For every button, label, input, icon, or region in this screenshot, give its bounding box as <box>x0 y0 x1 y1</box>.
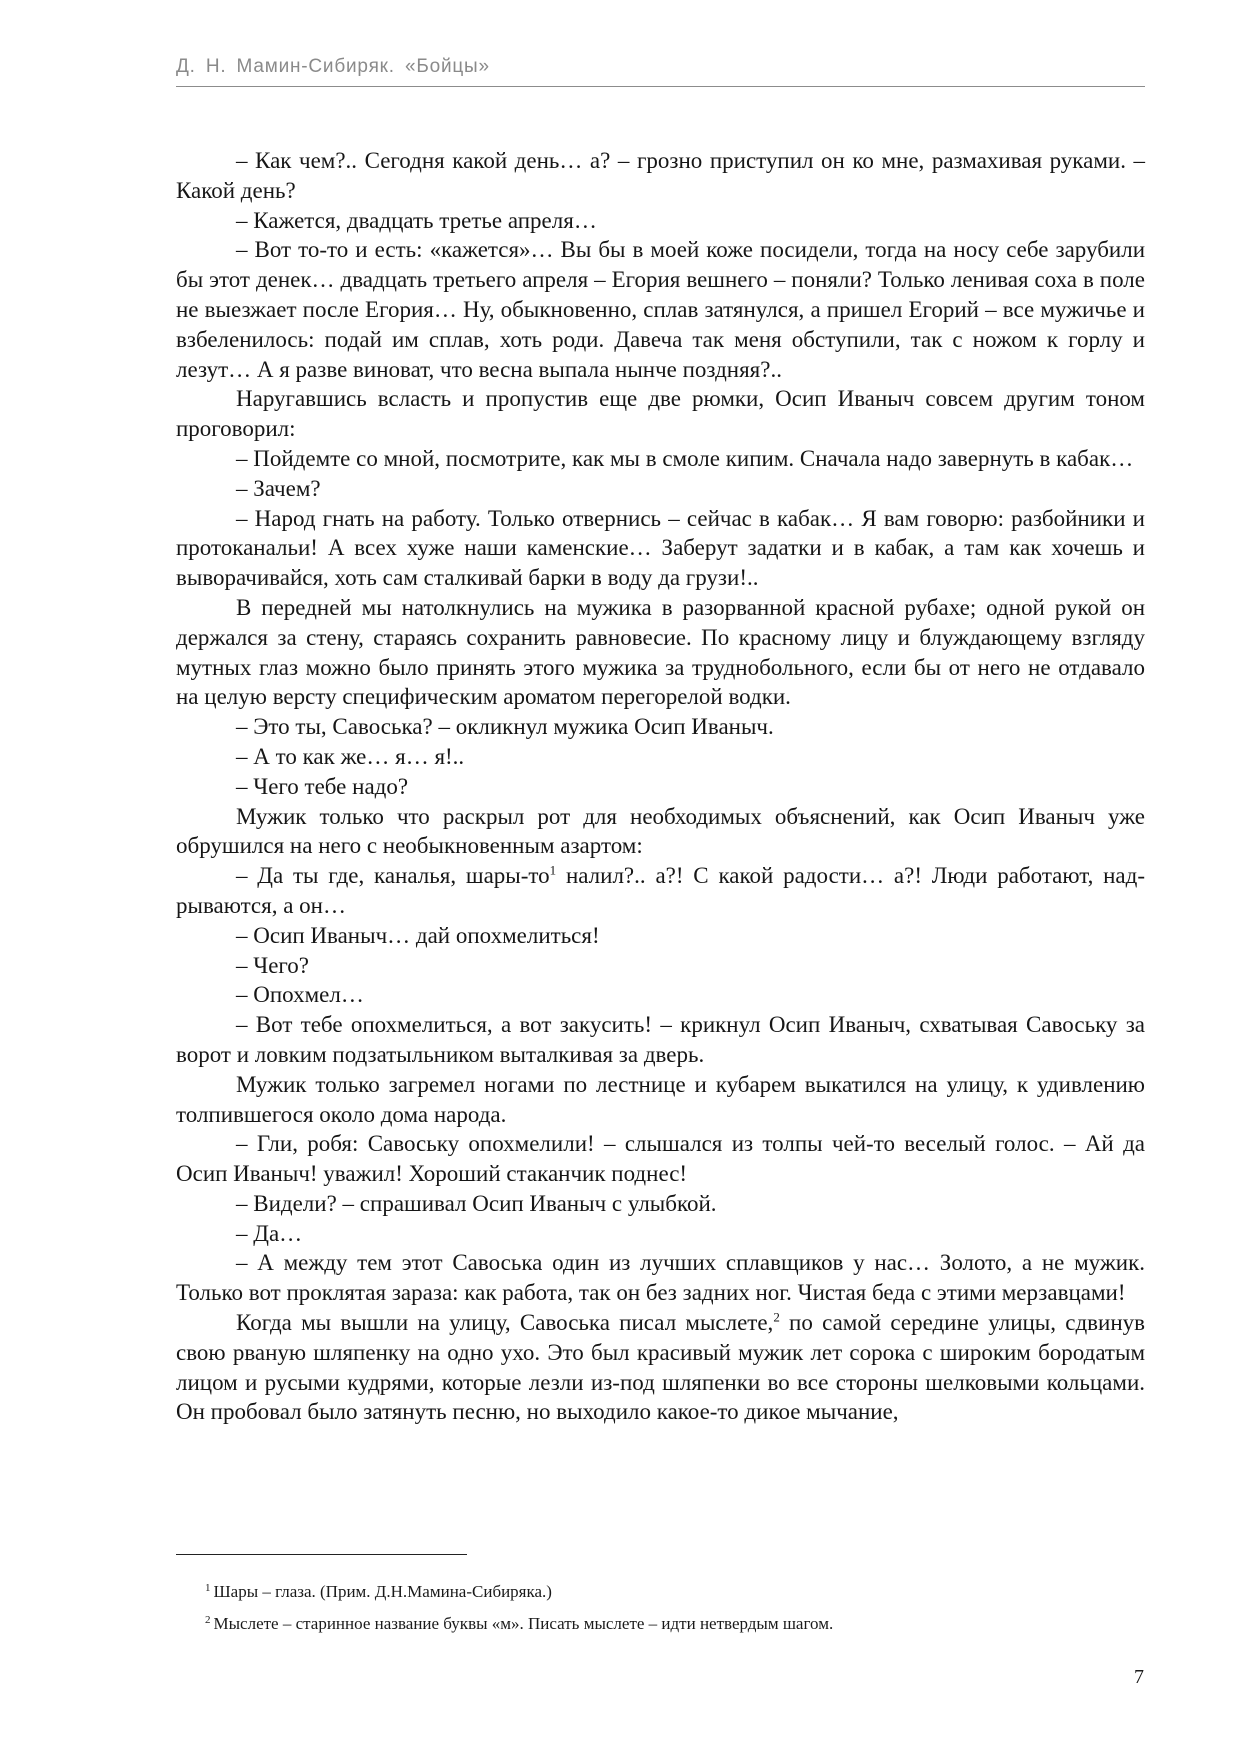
footnote-ref-2[interactable]: 2 <box>773 1309 780 1325</box>
paragraph: – Гли, робя: Савоську опохмелили! – слышался из толпы чей-то веселый голос. – Ай да Осип Иваныч! уважил! Хороший стаканчик поднес! <box>176 1131 1145 1187</box>
paragraph-part: Когда мы вышли на улицу, Савоська писал мыслете, <box>236 1310 774 1336</box>
main-text <box>176 146 1145 1427</box>
paragraph: – Кажется, двадцать третье апреля… <box>236 207 597 233</box>
footnote-number: 1 <box>205 1582 211 1594</box>
paragraph: – А между тем этот Савоська один из лучших сплавщиков у нас… Золото, а не мужик. Только вот проклятая зараза: как работа, так он без задних ног. Чистая беда с этими мерзавцами! <box>176 1250 1145 1306</box>
paragraph: – Как чем?.. Сегодня какой день… а? – грозно приступил он ко мне, размахивая руками. – Какой день? <box>176 148 1145 203</box>
paragraph: Мужик только загремел ногами по лестнице и кубарем выкатился на улицу, к удивлению толпившегося около дома народа. <box>176 1071 1145 1127</box>
paragraph: – Вот то-то и есть: «кажется»… Вы бы в моей коже посидели, тогда на носу себе зарубили бы этот денек… двадцать третьего апреля – Егория вешнего – поняли? Только ленивая соха в поле не выезжает после Егория… Ну, обыкновенно, сплав затянулся, а пришел Егорий – все мужичье и взбеленилось: подай им сплав, хоть роди. Давеча так меня обступили, так с ножом к горлу и лезут… А я разве виноват, что весна выпала нынче поздняя?.. <box>176 237 1145 382</box>
paragraph: В передней мы натолкнулись на мужика в разорванной красной рубахе; одной рукой он держался за стену, стараясь сохранить равновесие. По красному лицу и блуждающему взгляду мутных глаз можно было принять этого мужика за труднобольного, если бы от него не отдавало на целую версту специфическим ароматом перегорелой водки. <box>176 594 1145 710</box>
paragraph-part: – Да ты где, каналья, шары-то <box>236 863 550 889</box>
paragraph: – Это ты, Савоська? – окликнул мужика Осип Иваныч. <box>236 714 774 740</box>
paragraph: – А то как же… я… я!.. <box>236 743 465 769</box>
paragraph-with-footnote <box>176 861 1145 921</box>
paragraph: – Зачем? <box>236 475 321 501</box>
paragraph: – Чего? <box>236 952 309 978</box>
footnote-number: 2 <box>205 1614 211 1626</box>
footnote-divider <box>176 1554 467 1555</box>
paragraph: – Видели? – спрашивал Осип Иваныч с улыбкой. <box>236 1190 717 1216</box>
paragraph-with-footnote <box>176 1308 1145 1427</box>
paragraph: Наругавшись всласть и пропустив еще две рюмки, Осип Иваныч совсем другим тоном проговорил: <box>176 386 1145 442</box>
footnotes <box>205 1574 1135 1638</box>
paragraph: – Народ гнать на работу. Только отвернись – сейчас в кабак… Я вам говорю: разбойники и протоканальи! А всех хуже наши каменские… Заберут задатки и в кабак, а там как хочешь и выворачивайся, хоть сам сталкивай барки в воду да грузи!.. <box>176 505 1145 591</box>
paragraph: – Пойдемте со мной, посмотрите, как мы в смоле кипим. Сначала надо завернуть в кабак… <box>236 445 1134 471</box>
paragraph-part: налил?.. а?! С какой радости… а?! Люди работают, надрываются, а он… <box>176 863 1146 918</box>
paragraph: Мужик только что раскрыл рот для необходимых объяснений, как Осип Иваныч уже обрушился на него с необыкновенным азартом: <box>176 803 1145 859</box>
running-header-title: Д. Н. Мамин-Сибиряк. «Бойцы» <box>176 56 490 77</box>
paragraph: – Опохмел… <box>236 982 364 1008</box>
footnote-1 <box>205 1574 1135 1606</box>
footnote-text: Шары – глаза. (Прим. Д.Н.Мамина-Сибиряка.) <box>213 1582 552 1601</box>
header-divider <box>176 86 1145 87</box>
paragraph: – Чего тебе надо? <box>236 773 409 799</box>
paragraph-part: по самой середине улицы, сдвинув свою рваную шляпенку на одно ухо. Это был красивый мужик лет сорока с широким бородатым лицом и русыми кудрями, которые лезли из-под шляпенки во все стороны шелковыми кольцами. Он пробовал было затянуть песню, но выходило какое-то дикое мычание, <box>176 1310 1145 1425</box>
paragraph: – Осип Иваныч… дай опохмелиться! <box>236 922 600 948</box>
paragraph: – Вот тебе опохмелиться, а вот закусить! – крикнул Осип Иваныч, схватывая Савоську за ворот и ловким подзатыльником выталкивая за дверь. <box>176 1012 1145 1067</box>
footnote-text: Мыслете – старинное название буквы «м». Писать мыслете – идти нетвердым шагом. <box>213 1614 834 1633</box>
page-number: 7 <box>1134 1666 1144 1688</box>
footnote-ref-1[interactable]: 1 <box>549 862 557 878</box>
paragraph: – Да… <box>236 1220 303 1246</box>
footnote-2 <box>205 1606 1135 1638</box>
